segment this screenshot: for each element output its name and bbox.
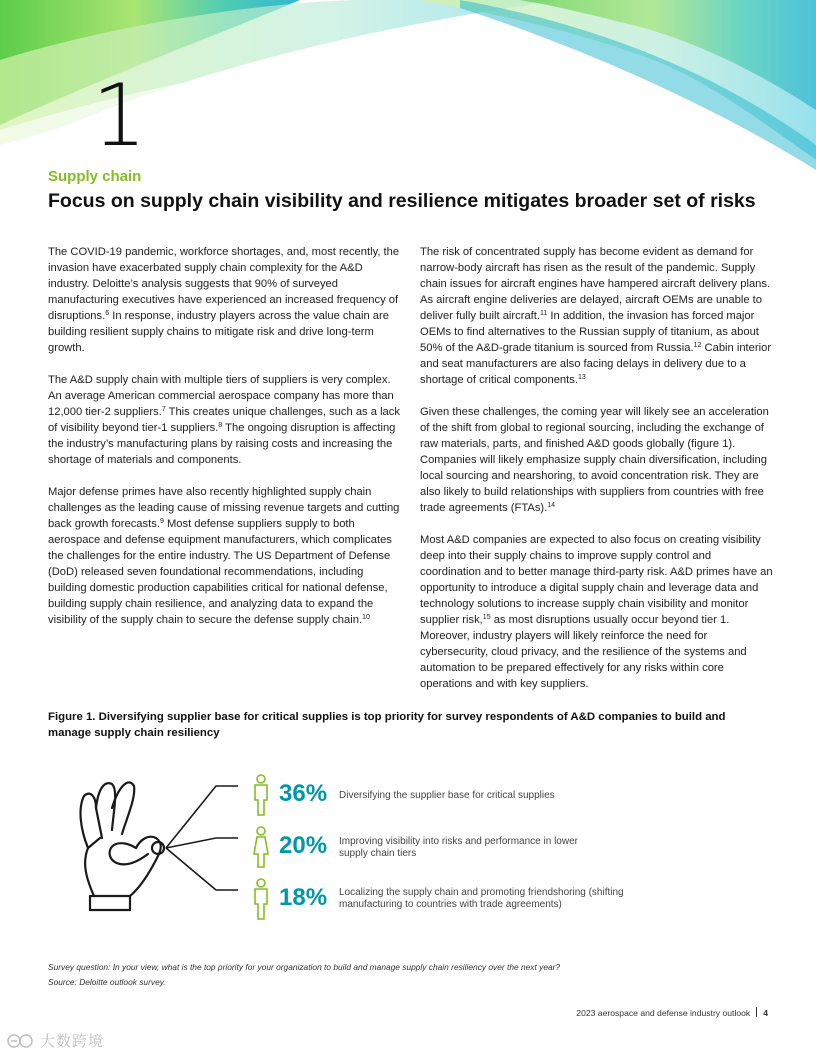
person-icon (252, 878, 270, 920)
footnote-ref: 7 (161, 406, 166, 413)
body-paragraph: Major defense primes have also recently highlighted supply chain challenges as the leading cause of missing revenue targets and cutting back growth forecasts.$^9$ Most defense suppliers supply to both aerospace and defense equipment manufacturers, which complicates the challenges for the entire industry. The US Department of Defense (DoD) released seven foundational recommendations, including building domestic production capabilities critical for national defense, building supply chain resilience, and analyzing data to expand the visibility of the supply chain to secure the defense supply chain.$^{10}$ (48, 486, 400, 626)
footnote-ref: 6 (105, 310, 110, 317)
body-column-left (48, 244, 403, 644)
footnote-ref: 8 (218, 422, 223, 429)
percent-value: 36% (279, 780, 328, 807)
figure-source: Source: Deloitte outlook survey. (48, 977, 166, 987)
page-number: 4 (763, 1008, 768, 1018)
page-footer (576, 1007, 768, 1018)
watermark (6, 1030, 104, 1051)
section-number: 1 (92, 66, 147, 166)
survey-note (48, 960, 768, 990)
priority-label: Diversifying the supplier base for critical supplies (339, 790, 555, 801)
person-icon (252, 826, 270, 868)
person-icon (252, 774, 270, 816)
footnote-ref: 10 (362, 614, 370, 621)
priority-label: Improving visibility into risks and performance in lower supply chain tiers (339, 836, 578, 859)
percent-value: 18% (279, 884, 328, 911)
footnote-ref: 11 (540, 310, 548, 317)
figure-caption: Figure 1. Diversifying supplier base for critical supplies is top priority for survey respondents of A&D companies to build and manage supply chain resiliency (48, 711, 726, 739)
survey-question: Survey question: In your view, what is the top priority for your organization to build and manage supply chain resiliency over the next year? (48, 962, 561, 972)
body-column-right (420, 244, 775, 708)
body-paragraph: The COVID-19 pandemic, workforce shortages, and, most recently, the invasion have exacerbated supply chain complexity for the A&D industry. Deloitte’s analysis suggests that 90% of surveyed manufacturing executives have experienced an increased frequency of disruptions.$^6$ In response, industry players across the value chain are building resilient supply chains to mitigate risk and drive long-term growth. (48, 246, 400, 354)
footnote-ref: 9 (159, 518, 164, 525)
body-paragraph: The risk of concentrated supply has become evident as demand for narrow-body aircraft has risen as the result of the pandemic. Supply chain issues for aircraft engines have hampered aircraft delivery plans. As aircraft engine deliveries are delayed, aircraft OEMs are unable to deliver fully built aircraft.$^{11}$ In addition, the invasion has forced major OEMs to find alternatives to the Russian supply of titanium, as about 50% of the A&D-grade titanium is sourced from Russia.$^{12}$ Cabin interior and seat manufacturers are also facing delays in delivery due to a shortage of critical components.$^{13}$ (420, 246, 772, 386)
footer-divider (756, 1007, 757, 1017)
ok-hand-gesture-icon (81, 782, 164, 910)
watermark-logo-icon (6, 1032, 36, 1050)
body-paragraph: Most A&D companies are expected to also focus on creating visibility deep into their supply chains to improve supply control and coordination and to better manage third-party risk. A&D primes have an opportunity to introduce a digital supply chain and leverage data and technology solutions to increase supply chain visibility and monitor supplier risk,$^{15}$ as most disruptions usually occur beyond tier 1. Moreover, industry players will likely reinforce the need for cybersecurity, cloud privacy, and the resilience of the systems and automation to be prepared effectively for any risks within core operations and with key suppliers. (420, 534, 773, 690)
percent-value: 20% (279, 832, 328, 859)
priority-label: Localizing the supply chain and promoting friendshoring (shifting manufacturing to countries with trade agreements) (339, 887, 624, 910)
publication-title: 2023 aerospace and defense industry outlook (576, 1008, 751, 1018)
connector-lines (166, 786, 238, 890)
section-kicker: Supply chain (48, 168, 142, 185)
footnote-ref: 15 (482, 614, 491, 621)
footnote-ref: 14 (547, 502, 556, 509)
body-paragraph: The A&D supply chain with multiple tiers of suppliers is very complex. An average American commercial aerospace company has more than 12,000 tier-2 suppliers.$^7$ This creates unique challenges, such as a lack of visibility beyond tier-1 suppliers.$^8$ The ongoing disruption is affecting the industry’s manufacturing plans by raising costs and increasing the shortage of materials and components. (48, 374, 400, 466)
body-paragraph: Given these challenges, the coming year will likely see an acceleration of the shift from global to regional sourcing, including the exchange of raw materials, parts, and finished A&D goods globally (figure 1). Companies will likely emphasize supply chain diversification, including local sourcing and nearshoring, to avoid concentration risk. They are also likely to build relationships with suppliers from countries with free trade agreements (FTAs).$^{14}$ (420, 406, 769, 514)
footnote-ref: 12 (693, 342, 702, 349)
footnote-ref: 13 (577, 374, 586, 381)
page-title: Focus on supply chain visibility and resilience mitigates broader set of risks (48, 190, 756, 212)
watermark-text: 大数跨境 (40, 1033, 105, 1050)
